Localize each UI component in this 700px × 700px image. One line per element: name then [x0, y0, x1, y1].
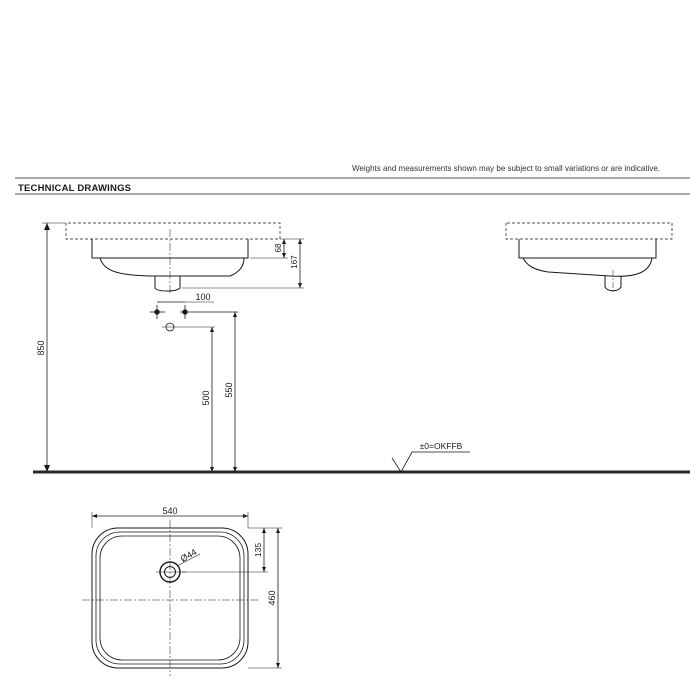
dim-label-68: 68: [274, 243, 283, 253]
supply-right-marker: [183, 310, 187, 314]
dim-label-waste-diameter: Ø44: [178, 546, 199, 564]
basin-rim-profile: [519, 239, 656, 258]
dim-label-135: 135: [253, 542, 263, 558]
disclaimer-text: Weights and measurements shown may be subject to small variations or are indicative.: [352, 164, 660, 173]
profile-view: [506, 223, 672, 294]
dim-label-550: 550: [224, 382, 234, 398]
section-title: TECHNICAL DRAWINGS: [18, 183, 132, 194]
dim-label-850: 850: [36, 340, 46, 356]
basin-bowl: [100, 258, 244, 276]
waste-stub: [155, 276, 180, 291]
floor-level-symbol: [392, 452, 470, 472]
countertop-outline: [66, 223, 280, 239]
dim-label-100: 100: [195, 292, 211, 302]
side-view: [33, 223, 690, 472]
countertop-outline-profile: [506, 223, 672, 239]
dim-label-540: 540: [162, 506, 178, 516]
dim-label-500: 500: [201, 390, 211, 406]
supply-left-marker: [155, 310, 159, 314]
dim-label-167: 167: [290, 255, 299, 269]
plan-view: [82, 512, 282, 676]
basin-bowl-profile: [523, 258, 652, 276]
floor-level-label: ±0=OKFFB: [419, 441, 463, 451]
dim-label-460: 460: [267, 590, 277, 606]
